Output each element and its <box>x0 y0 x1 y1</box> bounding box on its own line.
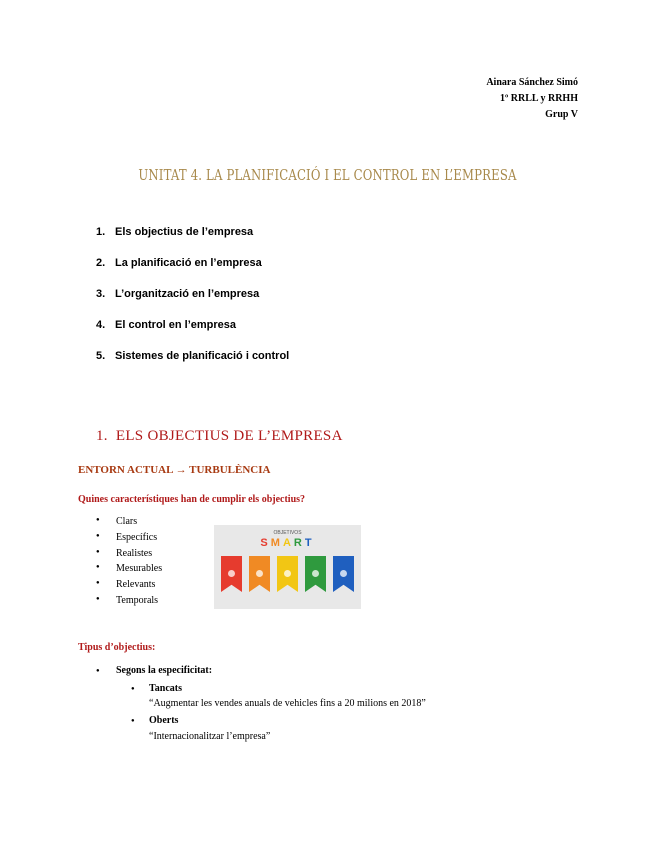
toc-label: Sistemes de planificació i control <box>115 350 290 362</box>
types-category <box>96 665 212 676</box>
table-of-contents <box>96 226 289 381</box>
toc-item <box>96 226 289 257</box>
question-heading: Quines característiques han de cumplir els objectius? <box>78 494 306 505</box>
check-icon <box>305 556 326 592</box>
clock-icon <box>333 556 354 592</box>
list-item: ● Mesurables <box>96 563 162 579</box>
smart-word <box>214 537 361 549</box>
toc-label: El control en l’empresa <box>115 319 237 331</box>
toc-number: 3. <box>96 288 106 300</box>
goal-icon <box>277 556 298 592</box>
list-item: ● Clars <box>96 516 162 532</box>
measure-icon <box>249 556 270 592</box>
toc-label: Els objectius de l’empresa <box>115 226 254 238</box>
type-example: “Internacionalitzar l’empresa” <box>149 731 271 742</box>
type-label: Oberts <box>149 715 179 726</box>
course-name: 1º RRLL y RRHH <box>499 93 578 104</box>
section-title: ELS OBJECTIUS DE L’EMPRESA <box>115 428 343 444</box>
toc-number: 2. <box>96 257 106 269</box>
smart-letter: S <box>260 537 271 549</box>
bullet-icon: ● <box>131 685 135 692</box>
toc-item <box>96 350 289 381</box>
type-item <box>131 715 178 726</box>
smart-letter: T <box>304 537 315 549</box>
type-example: “Augmentar les vendes anuals de vehicles fins a 20 milions en 2018” <box>149 698 426 709</box>
bullet-icon: ● <box>131 717 135 724</box>
smart-objectives-image <box>214 525 361 609</box>
bullet-icon: ● <box>96 667 100 674</box>
list-item: ● Temporals <box>96 595 162 611</box>
toc-item <box>96 257 289 288</box>
document-title: UNITAT 4. LA PLANIFICACIÓ I EL CONTROL EN L’EMPRESA <box>138 166 517 184</box>
target-icon <box>221 556 242 592</box>
toc-item <box>96 288 289 319</box>
list-item: ● Relevants <box>96 579 162 595</box>
toc-number: 5. <box>96 350 106 362</box>
toc-number: 4. <box>96 319 106 331</box>
toc-label: La planificació en l’empresa <box>115 257 262 269</box>
type-item <box>131 683 182 694</box>
section-heading <box>96 428 343 445</box>
smart-letter: A <box>282 537 294 549</box>
section-number: 1. <box>96 428 108 444</box>
type-label: Tancats <box>149 683 182 694</box>
toc-label: L’organització en l’empresa <box>115 288 260 300</box>
smart-letter: R <box>293 537 305 549</box>
list-item: ● Realistes <box>96 548 162 564</box>
image-label: OBJETIVOS <box>273 530 302 536</box>
smart-letter: M <box>270 537 283 549</box>
author-name: Ainara Sánchez Simó <box>486 77 578 88</box>
document-header <box>486 75 578 123</box>
characteristics-list <box>96 516 162 611</box>
category-label: Segons la especificitat: <box>116 665 213 676</box>
types-heading: Tipus d’objectius: <box>78 642 156 653</box>
toc-item <box>96 319 289 350</box>
toc-number: 1. <box>96 226 106 238</box>
list-item: ● Específics <box>96 532 162 548</box>
subheading: ENTORN ACTUAL → TURBULÈNCIA <box>78 464 271 476</box>
group-name: Grup V <box>545 109 578 120</box>
